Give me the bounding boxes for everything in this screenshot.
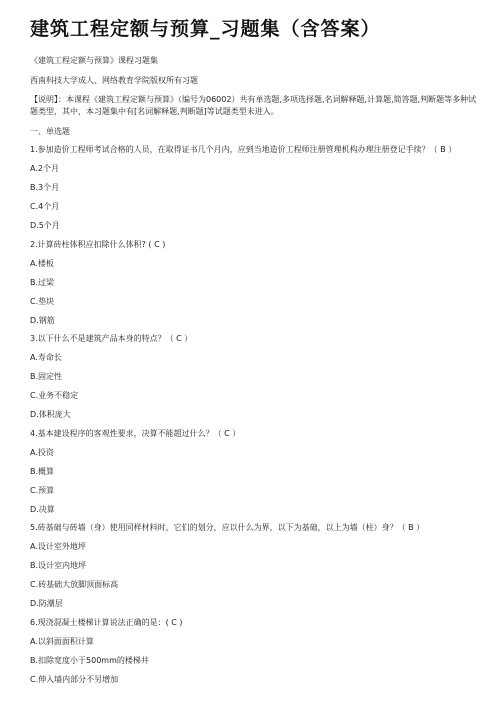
- answer-option: B.固定性: [30, 372, 63, 381]
- answer-option: B.扣除宽度小于500mm的楼梯井: [30, 656, 149, 665]
- answer-option: C.预算: [30, 486, 55, 495]
- answer-option: A.设计室外地坪: [30, 542, 86, 551]
- answer-option: B.过梁: [30, 278, 55, 287]
- publisher-line: 西南科技大学成人、网络教育学院版权所有习题: [30, 76, 198, 85]
- answer-option: C.垫块: [30, 297, 55, 306]
- section-heading: 一、单选题: [30, 127, 70, 136]
- answer-option: D.钢筋: [30, 316, 55, 325]
- question-text: 3.以下什么不是建筑产品本身的特点？（ C ）: [30, 334, 193, 343]
- answer-option: B.3个月: [30, 183, 60, 192]
- question-text: 2.计算砖柱体积应扣除什么体积? ( C ): [30, 240, 166, 249]
- answer-option: D.防潮层: [30, 599, 63, 608]
- answer-option: C.砖基础大放脚顶面标高: [30, 580, 119, 589]
- question-text: 6.现浇混凝土楼梯计算说法正确的是：( C ): [30, 618, 183, 627]
- answer-option: B.设计室内地坪: [30, 561, 87, 570]
- question-text: 4.基本建设程序的客观性要求，决算不能超过什么？（ C ）: [30, 429, 241, 438]
- answer-option: A.寿命长: [30, 353, 62, 362]
- document-title: 建筑工程定额与预算_习题集（含答案）: [30, 18, 381, 40]
- answer-option: C.4个月: [30, 202, 60, 211]
- instruction-note: 【说明】：本课程《建筑工程定额与预算》（编号为06002）共有单选题,多项选择题,名词解释题,计算题,简答题,判断题等多种试题类型，其中，本习题集中有[名词解释题,判断题]等试题类型未进入。: [30, 95, 477, 116]
- answer-option: D.体积庞大: [30, 410, 71, 419]
- answer-option: D.决算: [30, 505, 55, 514]
- course-subtitle: 《建筑工程定额与预算》课程习题集: [30, 56, 158, 65]
- question-text: 5.砖基础与砖墙（身）使用同样材料时，它们的划分，应以什么为界，以下为基础，以上为墙（柱）身？（ B ）: [30, 523, 425, 532]
- answer-option: C.业务不稳定: [30, 391, 79, 400]
- answer-option: D.5个月: [30, 221, 60, 230]
- question-text: 1.参加造价工程师考试合格的人员，在取得证书几个月内，应到当地造价工程师注册管理机构办理注册登记手续？（ B ）: [30, 145, 457, 154]
- answer-option: A.楼板: [30, 259, 54, 268]
- answer-option: A.投资: [30, 448, 54, 457]
- answer-option: B.概算: [30, 467, 55, 476]
- answer-option: C.伸入墙内部分不另增加: [30, 675, 119, 684]
- answer-option: A.以斜面面积计算: [30, 637, 94, 646]
- answer-option: A.2个月: [30, 164, 59, 173]
